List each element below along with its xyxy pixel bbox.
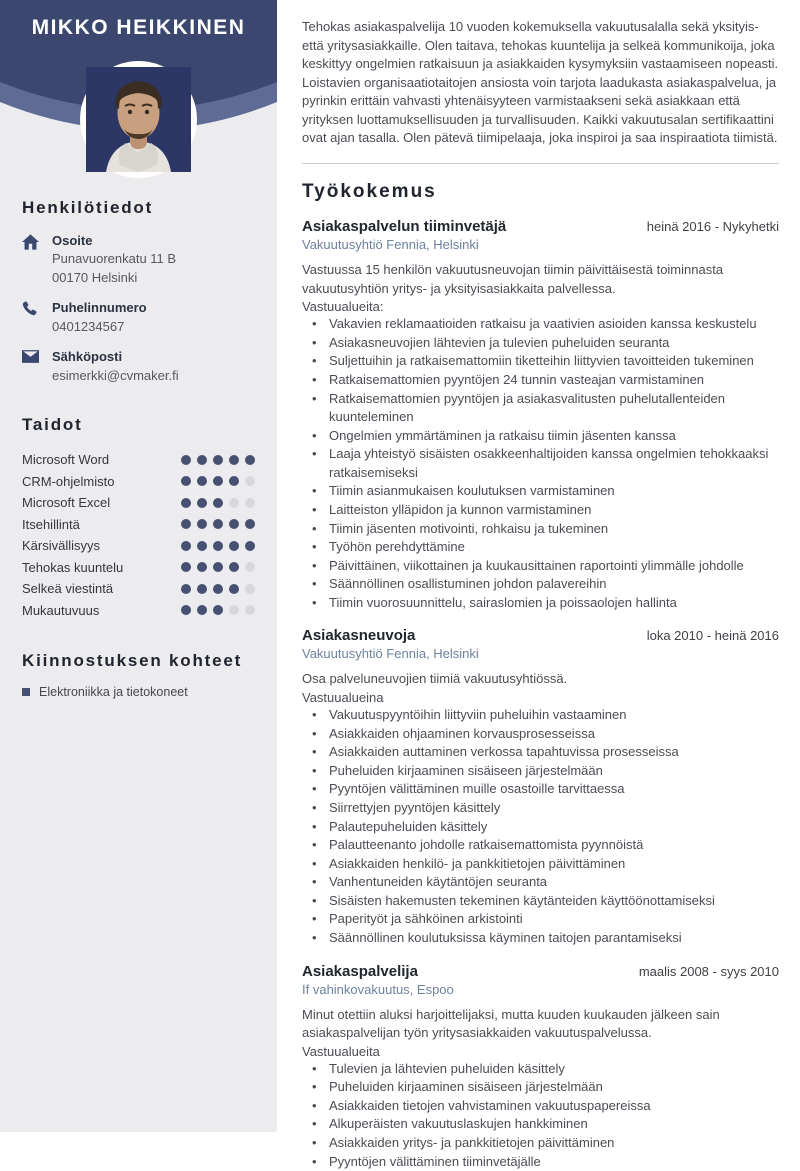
skills-heading: Taidot — [22, 415, 83, 435]
skill-label: Tehokas kuuntelu — [22, 559, 124, 575]
job-bullet: • Vakuutuspyyntöihin liittyviin puheluihin vastaaminen — [302, 706, 779, 725]
contact-label: Puhelinnumero — [52, 300, 147, 316]
skill-rating-dots — [181, 584, 255, 594]
rating-dot-filled — [229, 476, 239, 486]
avatar-illustration — [86, 67, 191, 172]
rating-dot-filled — [213, 605, 223, 615]
job-bullet: • Säännöllinen koulutuksissa käyminen taitojen parantamiseksi — [302, 929, 779, 948]
job-bullet: • Tulevien ja lähtevien puheluiden käsittely — [302, 1060, 779, 1079]
skill-row — [22, 578, 255, 600]
rating-dot-empty — [245, 476, 255, 486]
skill-rating-dots — [181, 519, 255, 529]
rating-dot-filled — [229, 584, 239, 594]
sidebar — [0, 0, 277, 1132]
contact-value-line: 00170 Helsinki — [52, 269, 138, 285]
rating-dot-empty — [245, 605, 255, 615]
job-bullet: • Tiimin asianmukaisen koulutuksen varmistaminen — [302, 482, 779, 501]
rating-dot-filled — [213, 455, 223, 465]
skill-label: Kärsivällisyys — [22, 538, 101, 554]
rating-dot-filled — [229, 541, 239, 551]
rating-dot-filled — [197, 605, 207, 615]
skill-label: Microsoft Excel — [22, 495, 111, 511]
rating-dot-filled — [213, 476, 223, 486]
job-bullet: • Pyyntöjen välittäminen muille osastoille tarvittaessa — [302, 780, 779, 799]
sidebar-content — [22, 198, 255, 699]
rating-dot-empty — [245, 584, 255, 594]
profile-summary: Tehokas asiakaspalvelija 10 vuoden kokemuksella vakuutusalalla sekä yksityis- että yritysasiakkaille. Olen taitava, tehokas kuuntelija ja selkeä kommunikoija, joka keskittyy ongelmien ratkaisuun ja asiakkaiden kysymyksiin vastaamiseen nopeasti. Loistavien organisaatiotaitojen ansiosta voin tarjota laadukasta asiakaspalvelua, ja pyrinkin erittäin vahvasti yhtenäisyyteen varmistaakseni sekä asiakkaan että yrityksen luottamuksellisuuden ja turvallisuuden. Kaikki vakuutusalan sertifikaattini ovat ajan tasalla. Olen pätevä tiimipelaaja, joka inspiroi ja saa inspiraatiota tiimistä. — [302, 19, 779, 146]
rating-dot-filled — [197, 498, 207, 508]
rating-dot-filled — [181, 541, 191, 551]
job-bullet: • Laaja yhteistyö sisäisten osakkeenhaltijoiden kanssa ongelmien tehokkaaksi ratkaisemiseksi — [302, 445, 779, 482]
skill-label: Selkeä viestintä — [22, 581, 114, 597]
job-bullet: • Asiakkaiden ohjaaminen korvausprosesseissa — [302, 725, 779, 744]
skill-rating-dots — [181, 605, 255, 615]
job-bullet: • Tiimin vuorosuunnittelu, sairaslomien ja poissaolojen hallinta — [302, 594, 779, 613]
contact-list — [22, 232, 255, 385]
skill-label: Itsehillintä — [22, 516, 80, 532]
rating-dot-empty — [229, 498, 239, 508]
skill-rating-dots — [181, 455, 255, 465]
experience-heading: Työkokemus — [302, 181, 437, 203]
rating-dot-filled — [197, 476, 207, 486]
job-bullet: • Palautepuheluiden käsittely — [302, 818, 779, 837]
job-header — [302, 627, 779, 644]
interest-item — [22, 685, 255, 699]
rating-dot-filled — [229, 562, 239, 572]
job-bullet: • Vakavien reklamaatioiden ratkaisu ja vaativien asioiden kanssa keskustelu — [302, 315, 779, 334]
contact-section — [22, 198, 255, 385]
rating-dot-filled — [245, 541, 255, 551]
job-bullet: • Asiakkaiden tietojen vahvistaminen vakuutuspapereissa — [302, 1097, 779, 1116]
job-company: Vakuutusyhtiö Fennia, Helsinki — [302, 237, 479, 253]
rating-dot-filled — [245, 455, 255, 465]
rating-dot-empty — [245, 498, 255, 508]
job-bullet: • Säännöllinen osallistuminen johdon palavereihin — [302, 575, 779, 594]
job-bullet: • Tiimin jäsenten motivointi, rohkaisu ja tukeminen — [302, 520, 779, 539]
avatar — [80, 61, 197, 178]
rating-dot-filled — [229, 455, 239, 465]
rating-dot-filled — [181, 605, 191, 615]
mail-icon — [22, 350, 39, 363]
job-header — [302, 218, 779, 235]
job-bullet: • Puheluiden kirjaaminen sisäiseen järjestelmään — [302, 1078, 779, 1097]
skill-rating-dots — [181, 498, 255, 508]
skill-row — [22, 535, 255, 557]
job-entry — [302, 627, 779, 947]
job-description: Osa palveluneuvojien tiimiä vakuutusyhtiössä. — [302, 671, 568, 687]
rating-dot-filled — [181, 584, 191, 594]
rating-dot-filled — [197, 562, 207, 572]
square-bullet-icon — [22, 688, 30, 696]
rating-dot-filled — [181, 562, 191, 572]
skill-row — [22, 492, 255, 514]
rating-dot-filled — [197, 519, 207, 529]
skill-label: Microsoft Word — [22, 452, 110, 468]
job-description: Vastuussa 15 henkilön vakuutusneuvojan tiimin päivittäisestä toiminnasta vakuutusyhtiön yritys- ja yksityisasiakkaita palvellessa. — [302, 262, 724, 296]
job-bullet: • Pyyntöjen välittäminen tiiminvetäjälle — [302, 1153, 779, 1171]
main-column — [302, 0, 779, 1171]
job-description: Minut otettiin aluksi harjoittelijaksi, mutta kuuden kuukauden jälkeen sain asiakaspalvelijan työn yritysasiakkaiden vakuutuspalvelussa. — [302, 1006, 720, 1041]
interests-section — [22, 651, 255, 699]
rating-dot-filled — [181, 498, 191, 508]
job-title: Asiakaspalvelun tiiminvetäjä — [302, 218, 507, 236]
home-icon — [22, 234, 39, 250]
job-bullet: • Palautteenanto johdolle ratkaisemattomista pyynnöistä — [302, 836, 779, 855]
contact-label: Osoite — [52, 233, 93, 248]
job-entry — [302, 218, 779, 612]
rating-dot-filled — [245, 519, 255, 529]
job-bullet: • Työhön perehdyttämine — [302, 538, 779, 557]
job-bullet: • Ratkaisemattomien pyyntöjen 24 tunnin vasteajan varmistaminen — [302, 371, 779, 390]
job-bullet: • Asiakkaiden auttaminen verkossa tapahtuvissa prosesseissa — [302, 743, 779, 762]
interest-list — [22, 685, 255, 699]
job-bullet: • Asiakasneuvojien lähtevien ja tulevien puheluiden seuranta — [302, 334, 779, 353]
rating-dot-filled — [197, 541, 207, 551]
job-bullet: • Laitteiston ylläpidon ja kunnon varmistaminen — [302, 501, 779, 520]
job-entry — [302, 963, 779, 1171]
job-dates: loka 2010 - heinä 2016 — [646, 628, 779, 644]
rating-dot-filled — [229, 519, 239, 529]
job-bullet: • Ongelmien ymmärtäminen ja ratkaisu tiimin jäsenten kanssa — [302, 427, 779, 446]
job-bullet: • Puheluiden kirjaaminen sisäiseen järjestelmään — [302, 762, 779, 781]
rating-dot-empty — [229, 605, 239, 615]
rating-dot-filled — [197, 455, 207, 465]
person-name: MIKKO HEIKKINEN — [31, 16, 246, 39]
job-list-label: Vastuualueita — [302, 1043, 380, 1059]
skill-rating-dots — [181, 562, 255, 572]
contact-value-line: esimerkki@cvmaker.fi — [52, 367, 179, 383]
job-bullet: • Suljettuihin ja ratkaisemattomiin tiketteihin liittyvien tavoitteiden tukeminen — [302, 352, 779, 371]
job-header — [302, 963, 779, 980]
section-divider — [302, 163, 779, 164]
job-bullet: • Asiakkaiden yritys- ja pankkitietojen päivittäminen — [302, 1134, 779, 1153]
skill-row — [22, 557, 255, 579]
job-bullet: • Päivittäinen, viikottainen ja kuukausittainen raportointi ylimmälle johdolle — [302, 557, 779, 576]
job-company: Vakuutusyhtiö Fennia, Helsinki — [302, 646, 479, 662]
job-bullet-list — [302, 706, 779, 948]
skills-section — [22, 415, 255, 621]
job-bullet: • Asiakkaiden henkilö- ja pankkitietojen päivittäminen — [302, 855, 779, 874]
job-bullet-list — [302, 1060, 779, 1171]
rating-dot-filled — [181, 476, 191, 486]
job-dates: maalis 2008 - syys 2010 — [638, 963, 779, 979]
job-company: If vahinkovakuutus, Espoo — [302, 981, 454, 997]
skill-rating-dots — [181, 476, 255, 486]
skill-list — [22, 449, 255, 621]
skill-row — [22, 471, 255, 493]
interests-heading: Kiinnostuksen kohteet — [22, 651, 243, 671]
skill-rating-dots — [181, 541, 255, 551]
job-bullet: • Vanhentuneiden käytäntöjen seuranta — [302, 873, 779, 892]
rating-dot-filled — [213, 498, 223, 508]
rating-dot-filled — [213, 519, 223, 529]
contact-label: Sähköposti — [52, 349, 123, 365]
skill-label: Mukautuvuus — [22, 602, 100, 618]
job-bullet: • Siirrettyjen pyyntöjen käsittely — [302, 799, 779, 818]
rating-dot-filled — [213, 584, 223, 594]
skill-label: CRM-ohjelmisto — [22, 473, 115, 489]
contact-item — [22, 299, 255, 336]
rating-dot-filled — [213, 562, 223, 572]
contact-value-line: Punavuorenkatu 11 B — [52, 251, 177, 267]
rating-dot-filled — [181, 455, 191, 465]
job-bullet: • Ratkaisemattomien pyyntöjen ja asiakasvalitusten puhelutallenteiden kuunteleminen — [302, 390, 779, 427]
rating-dot-empty — [245, 562, 255, 572]
skill-row — [22, 449, 255, 471]
contact-item — [22, 232, 255, 287]
contact-heading: Henkilötiedot — [22, 198, 154, 217]
contact-item — [22, 348, 255, 385]
job-list-label: Vastuualueina — [302, 690, 384, 706]
job-bullet: • Paperityöt ja sähköinen arkistointi — [302, 910, 779, 929]
interest-label: Elektroniikka ja tietokoneet — [39, 685, 188, 700]
job-title: Asiakaspalvelija — [302, 962, 418, 980]
job-list — [302, 218, 779, 1171]
job-dates: heinä 2016 - Nykyhetki — [646, 219, 779, 235]
job-bullet: • Sisäisten hakemusten tekeminen käytänteiden käyttöönottamiseksi — [302, 892, 779, 911]
job-bullet-list — [302, 315, 779, 612]
rating-dot-filled — [197, 584, 207, 594]
job-title: Asiakasneuvoja — [302, 627, 416, 645]
job-list-label: Vastuualueita: — [302, 299, 384, 315]
skill-row — [22, 600, 255, 622]
contact-value-line: 0401234567 — [52, 318, 125, 334]
phone-icon — [22, 301, 37, 316]
rating-dot-filled — [213, 541, 223, 551]
skill-row — [22, 514, 255, 536]
job-bullet: • Alkuperäisten vakuutuslaskujen hankkiminen — [302, 1115, 779, 1134]
rating-dot-filled — [181, 519, 191, 529]
